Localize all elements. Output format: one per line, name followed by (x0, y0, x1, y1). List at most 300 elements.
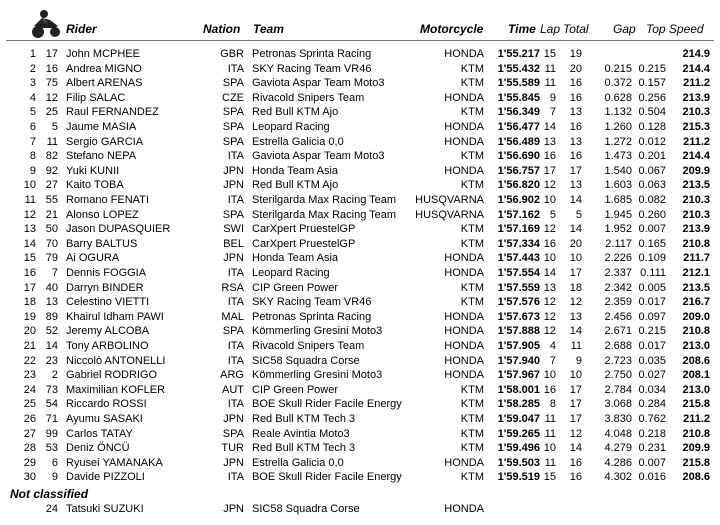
header-gap: Gap (613, 22, 636, 36)
cell-team: Honda Team Asia (252, 164, 339, 177)
cell-rider: Khairul Idham PAWI (66, 310, 164, 323)
cell-total: 14 (569, 194, 582, 206)
cell-time: 1'57.576 (497, 296, 540, 309)
table-row (0, 237, 720, 251)
cell-rider: Jason DUPASQUIER (66, 223, 171, 236)
cell-total: 20 (569, 237, 582, 250)
cell-pos: 25 (23, 398, 36, 411)
cell-num: 99 (45, 427, 58, 440)
cell-rider: Carlos TATAY (66, 427, 133, 440)
cell-gap1: 0.628 (604, 91, 632, 104)
cell-speed: 214.4 (682, 150, 710, 163)
cell-lap: 12 (543, 179, 556, 192)
cell-speed: 208.6 (682, 354, 710, 367)
cell-rider: Albert ARENAS (66, 77, 143, 90)
cell-gap2: 0.012 (638, 135, 666, 148)
cell-time: 1'58.001 (497, 383, 540, 396)
cell-speed: 209.9 (682, 442, 710, 455)
cell-gap2: 0.504 (638, 106, 666, 119)
cell-total: 16 (569, 77, 582, 90)
cell-time: 1'55.432 (497, 62, 540, 75)
cell-num: 21 (45, 208, 58, 221)
cell-lap: 10 (543, 369, 556, 382)
table-row (0, 222, 720, 236)
header-nation: Nation (203, 22, 241, 36)
cell-num: 14 (45, 340, 58, 352)
cell-gap1: 2.342 (604, 281, 632, 294)
cell-time: 1'57.334 (497, 237, 540, 250)
cell-moto: HONDA (444, 354, 484, 367)
cell-team: CIP Green Power (252, 281, 339, 294)
cell-num: 16 (45, 62, 58, 75)
cell-team: Estrella Galicia 0,0 (252, 135, 344, 148)
cell-gap1: 1.473 (604, 150, 632, 163)
cell-team: Gaviota Aspar Team Moto3 (252, 150, 385, 163)
cell-time: 1'58.285 (497, 398, 540, 411)
cell-rider: Alonso LOPEZ (66, 208, 139, 221)
cell-speed: 211.2 (683, 77, 710, 90)
cell-rider: Maximilian KOFLER (66, 383, 166, 396)
cell-rider: Kaito TOBA (66, 179, 124, 192)
cell-total: 14 (569, 325, 582, 338)
cell-nation: TUR (221, 442, 244, 455)
cell-lap: 14 (543, 121, 556, 133)
cell-gap2: 0.027 (638, 369, 666, 382)
table-row (0, 62, 720, 76)
cell-nation: ITA (227, 471, 244, 484)
cell-lap: 10 (543, 194, 556, 206)
cell-rider: Jeremy ALCOBA (66, 325, 150, 338)
cell-pos: 21 (23, 340, 36, 352)
cell-lap: 12 (543, 325, 556, 338)
cell-pos: 13 (23, 223, 36, 236)
cell-time: 1'57.888 (497, 325, 540, 338)
cell-team: CarXpert PruestelGP (252, 237, 356, 250)
cell-num: 23 (45, 354, 58, 367)
cell-pos: 7 (29, 135, 36, 148)
cell-pos: 11 (24, 194, 36, 206)
cell-time: 1'57.905 (497, 340, 540, 352)
cell-team: BOE Skull Rider Facile Energy (252, 471, 402, 484)
cell-speed: 208.1 (682, 369, 710, 382)
cell-gap1: 4.048 (604, 427, 632, 440)
cell-lap: 9 (549, 91, 556, 104)
cell-moto: HONDA (444, 325, 484, 338)
cell-gap1: 4.279 (604, 442, 632, 455)
cell-gap2: 0.007 (638, 456, 666, 469)
cell-speed: 214.9 (682, 48, 710, 60)
cell-pos: 14 (23, 237, 36, 250)
cell-rider: Darryn BINDER (66, 281, 144, 294)
cell-speed: 209.0 (682, 310, 710, 323)
cell-moto: KTM (460, 383, 484, 396)
cell-gap2: 0.256 (638, 91, 666, 104)
cell-num: 11 (46, 135, 58, 148)
cell-team: Gaviota Aspar Team Moto3 (252, 77, 385, 90)
header-rider: Rider (66, 22, 97, 36)
table-row (0, 324, 720, 338)
cell-lap: 16 (543, 383, 556, 396)
cell-team: Kömmerling Gresini Moto3 (252, 369, 383, 382)
cell-gap1: 2.688 (604, 340, 632, 352)
cell-gap1: 3.830 (604, 413, 632, 425)
cell-nation: ITA (227, 354, 244, 367)
cell-time: 1'57.967 (497, 369, 540, 382)
cell-num: 9 (51, 471, 58, 484)
cell-rider: Riccardo ROSSI (66, 398, 147, 411)
cell-gap2: 0.063 (638, 179, 666, 192)
cell-nation: ITA (227, 296, 244, 309)
cell-time: 1'57.673 (497, 310, 540, 323)
cell-team: Red Bull KTM Ajo (252, 179, 339, 192)
table-row (0, 427, 720, 441)
cell-nation: SPA (222, 77, 244, 90)
cell-lap: 10 (543, 252, 556, 265)
cell-team: Reale Avintia Moto3 (252, 427, 350, 440)
cell-pos: 12 (23, 208, 36, 221)
cell-gap2: 0.284 (638, 398, 666, 411)
header-total: Total (563, 22, 589, 36)
cell-moto: KTM (460, 427, 484, 440)
cell-total: 14 (569, 223, 582, 236)
cell-speed: 208.6 (682, 471, 710, 484)
cell-pos: 23 (23, 369, 36, 382)
cell-gap1: 2.226 (604, 252, 632, 265)
cell-speed: 214.4 (682, 62, 710, 75)
table-row (0, 470, 720, 484)
cell-pos: 4 (29, 91, 36, 104)
cell-moto: HONDA (444, 310, 484, 323)
cell-nation: ITA (227, 150, 244, 163)
cell-moto: HONDA (444, 164, 484, 177)
cell-team: BOE Skull Rider Facile Energy (252, 398, 402, 411)
cell-lap: 10 (543, 442, 556, 455)
cell-rider: John MCPHEE (66, 48, 140, 60)
cell-num: 92 (45, 164, 58, 177)
cell-gap1: 2.117 (605, 237, 632, 250)
cell-gap1: 1.132 (604, 106, 632, 119)
cell-team: Kömmerling Gresini Moto3 (252, 325, 383, 338)
table-row (0, 295, 720, 309)
table-row (0, 251, 720, 265)
cell-gap2: 0.201 (638, 150, 666, 163)
cell-lap: 7 (549, 106, 556, 119)
cell-gap2: 0.016 (638, 471, 666, 484)
cell-pos: 6 (29, 121, 36, 133)
cell-gap1: 2.723 (604, 354, 632, 367)
cell-gap1: 4.286 (604, 456, 632, 469)
cell-time: 1'57.169 (497, 223, 540, 236)
cell-moto: HONDA (444, 267, 484, 279)
cell-gap1: 0.215 (604, 62, 632, 75)
cell-nation: JPN (223, 179, 244, 192)
cell-total: 17 (569, 164, 582, 177)
cell-team: SIC58 Squadra Corse (252, 354, 360, 367)
cell-lap: 11 (544, 62, 556, 75)
cell-team: Estrella Galicia 0,0 (252, 456, 344, 469)
cell-speed: 216.7 (682, 296, 710, 309)
cell-total: 20 (569, 62, 582, 75)
cell-rider: Barry BALTUS (66, 237, 138, 250)
cell-time: 1'56.820 (497, 179, 540, 192)
cell-total: 13 (569, 179, 582, 192)
cell-time: 1'57.162 (497, 208, 540, 221)
cell-num: 52 (45, 325, 58, 338)
cell-moto: HONDA (444, 135, 484, 148)
table-row (0, 441, 720, 455)
cell-num: 82 (45, 150, 58, 163)
cell-nation: SPA (222, 135, 244, 148)
cell-rider: Andrea MIGNO (66, 62, 142, 75)
cell-nation: MAL (221, 310, 244, 323)
cell-pos: 15 (23, 252, 36, 265)
cell-team: Rivacold Snipers Team (252, 340, 365, 352)
cell-num: 89 (45, 310, 58, 323)
cell-pos: 27 (23, 427, 36, 440)
cell-num: 54 (45, 398, 58, 411)
cell-lap: 15 (543, 471, 556, 484)
cell-num: 13 (45, 296, 58, 309)
cell-num: 6 (51, 456, 58, 469)
cell-lap: 11 (544, 427, 556, 440)
cell-nation: ITA (227, 194, 244, 206)
cell-pos: 24 (23, 383, 36, 396)
cell-gap2: 0.017 (638, 340, 666, 352)
table-row (0, 456, 720, 470)
cell-lap: 8 (549, 398, 556, 411)
cell-num: 12 (45, 91, 58, 104)
cell-moto: KTM (460, 179, 484, 192)
cell-speed: 215.3 (682, 121, 710, 133)
table-row (0, 91, 720, 105)
table-row (0, 135, 720, 149)
cell-pos: 29 (23, 456, 36, 469)
cell-lap: 11 (544, 413, 556, 425)
cell-total: 13 (569, 106, 582, 119)
cell-moto: HONDA (444, 252, 484, 265)
cell-speed: 210.8 (682, 237, 710, 250)
cell-nation: GBR (220, 48, 244, 60)
cell-speed: 210.3 (682, 208, 710, 221)
cell-num: 71 (45, 413, 58, 425)
cell-num: 50 (45, 223, 58, 236)
table-row (0, 193, 720, 207)
cell-gap2: 0.215 (638, 325, 666, 338)
cell-total: 18 (569, 281, 582, 294)
cell-total: 16 (569, 91, 582, 104)
header-time: Time (508, 22, 536, 36)
cell-team: Leopard Racing (252, 267, 330, 279)
cell-gap1: 4.302 (604, 471, 632, 484)
cell-team: SKY Racing Team VR46 (252, 62, 372, 75)
cell-pos: 19 (23, 310, 36, 323)
cell-nation: CZE (222, 91, 244, 104)
cell-gap2: 0.111 (640, 267, 666, 279)
cell-nation: JPN (223, 456, 244, 469)
table-row (0, 105, 720, 119)
cell-team: SKY Racing Team VR46 (252, 296, 372, 309)
cell-time: 1'57.554 (497, 267, 540, 279)
cell-num: 27 (45, 179, 58, 192)
cell-total: 17 (569, 267, 582, 279)
cell-total: 16 (569, 121, 582, 133)
cell-gap1: 2.359 (604, 296, 632, 309)
cell-gap2: 0.215 (638, 62, 666, 75)
cell-lap: 13 (543, 135, 556, 148)
cell-speed: 210.8 (682, 325, 710, 338)
cell-time: 1'56.757 (497, 164, 540, 177)
cell-gap2: 0.035 (638, 354, 666, 367)
cell-total: 10 (569, 369, 582, 382)
cell-total: 14 (569, 442, 582, 455)
cell-gap2: 0.082 (638, 194, 666, 206)
cell-pos: 2 (29, 62, 36, 75)
cell-lap: 14 (543, 267, 556, 279)
cell-total: 19 (569, 48, 582, 60)
header-top-speed: Top Speed (646, 22, 704, 36)
cell-lap: 16 (543, 237, 556, 250)
cell-team: Sterilgarda Max Racing Team (252, 208, 397, 221)
cell-rider: Dennis FOGGIA (66, 267, 147, 279)
cell-gap1: 1.945 (604, 208, 632, 221)
cell-num: 40 (45, 281, 58, 294)
cell-moto: KTM (460, 106, 484, 119)
cell-speed: 212.1 (682, 267, 710, 279)
cell-rider: Celestino VIETTI (66, 296, 150, 309)
cell-lap: 12 (543, 296, 556, 309)
cell-gap2: 0.218 (638, 427, 666, 440)
cell-pos: 17 (23, 281, 36, 294)
table-row (0, 120, 720, 134)
cell-team: Red Bull KTM Ajo (252, 106, 339, 119)
cell-speed: 210.3 (682, 194, 710, 206)
cell-nation: SPA (222, 106, 244, 119)
table-row (0, 339, 720, 353)
cell-gap2: 0.165 (638, 237, 666, 250)
cell-moto: KTM (460, 62, 484, 75)
cell-moto: HONDA (444, 48, 484, 60)
cell-time: 1'57.443 (497, 252, 540, 265)
table-row (0, 281, 720, 295)
cell-rider: Tatsuki SUZUKI (66, 503, 144, 515)
cell-total: 12 (569, 296, 582, 309)
cell-gap2: 0.097 (638, 310, 666, 323)
cell-total: 5 (575, 208, 582, 221)
cell-moto: HONDA (444, 91, 484, 104)
cell-speed: 211.7 (683, 252, 710, 265)
cell-pos: 8 (29, 150, 36, 163)
cell-team: Petronas Sprinta Racing (252, 310, 372, 323)
cell-moto: KTM (460, 413, 484, 425)
table-row (0, 76, 720, 90)
cell-num: 79 (45, 252, 58, 265)
cell-gap2: 0.067 (638, 164, 666, 177)
table-row (0, 178, 720, 192)
cell-total: 13 (569, 310, 582, 323)
cell-lap: 16 (543, 150, 556, 163)
cell-gap1: 2.456 (604, 310, 632, 323)
cell-gap2: 0.260 (638, 208, 666, 221)
table-row (0, 149, 720, 163)
table-row (0, 266, 720, 280)
cell-gap1: 1.540 (604, 164, 632, 177)
cell-time: 1'56.902 (497, 194, 540, 206)
not-classified-heading: Not classified (10, 487, 89, 501)
cell-nation: ITA (227, 340, 244, 352)
cell-lap: 13 (543, 281, 556, 294)
cell-nation: SPA (222, 121, 244, 133)
cell-pos: 1 (29, 48, 36, 60)
table-row (0, 397, 720, 411)
cell-team: Sterilgarda Max Racing Team (252, 194, 397, 206)
cell-moto: KTM (460, 442, 484, 455)
cell-moto: KTM (460, 296, 484, 309)
cell-gap1: 0.372 (604, 77, 632, 90)
cell-moto: KTM (460, 398, 484, 411)
cell-pos: 10 (23, 179, 36, 192)
cell-pos: 16 (23, 267, 36, 279)
cell-nation: JPN (223, 252, 244, 265)
cell-total: 16 (569, 456, 582, 469)
cell-num: 73 (45, 383, 58, 396)
cell-rider: Tony ARBOLINO (66, 340, 149, 352)
cell-moto: HONDA (444, 503, 484, 515)
cell-total: 16 (569, 471, 582, 484)
cell-total: 16 (569, 150, 582, 163)
cell-gap1: 1.260 (604, 121, 632, 133)
cell-moto: HONDA (444, 340, 484, 352)
cell-nation: JPN (223, 503, 244, 515)
cell-num: 7 (51, 267, 58, 279)
cell-nation: ITA (227, 398, 244, 411)
cell-gap1: 1.603 (604, 179, 632, 192)
cell-pos: 28 (23, 442, 36, 455)
cell-time: 1'55.217 (497, 48, 540, 60)
cell-nation: SPA (222, 208, 244, 221)
cell-rider: Ryusei YAMANAKA (66, 456, 163, 469)
cell-lap: 15 (543, 48, 556, 60)
cell-moto: HONDA (444, 121, 484, 133)
cell-nation: RSA (221, 281, 244, 294)
cell-total: 17 (569, 413, 582, 425)
cell-moto: HUSQVARNA (415, 208, 484, 221)
cell-nation: ITA (227, 62, 244, 75)
table-row (0, 164, 720, 178)
cell-speed: 211.2 (683, 413, 710, 425)
cell-nation: JPN (223, 413, 244, 425)
cell-rider: Stefano NEPA (66, 150, 137, 163)
table-row (0, 383, 720, 397)
cell-gap2: 0.034 (638, 383, 666, 396)
cell-nation: BEL (223, 237, 244, 250)
cell-moto: KTM (460, 281, 484, 294)
cell-rider: Romano FENATI (66, 194, 149, 206)
cell-time: 1'59.519 (497, 471, 540, 484)
cell-pos: 5 (29, 106, 36, 119)
cell-nation: AUT (222, 383, 244, 396)
cell-gap2: 0.762 (638, 413, 666, 425)
cell-speed: 209.9 (682, 164, 710, 177)
cell-time: 1'59.496 (497, 442, 540, 455)
cell-time: 1'59.265 (497, 427, 540, 440)
cell-gap1: 3.068 (604, 398, 632, 411)
cell-lap: 11 (544, 456, 556, 469)
cell-speed: 213.9 (682, 223, 710, 236)
cell-total: 17 (569, 383, 582, 396)
cell-time: 1'56.690 (497, 150, 540, 163)
cell-rider: Niccolò ANTONELLI (66, 354, 166, 367)
cell-speed: 215.8 (682, 398, 710, 411)
